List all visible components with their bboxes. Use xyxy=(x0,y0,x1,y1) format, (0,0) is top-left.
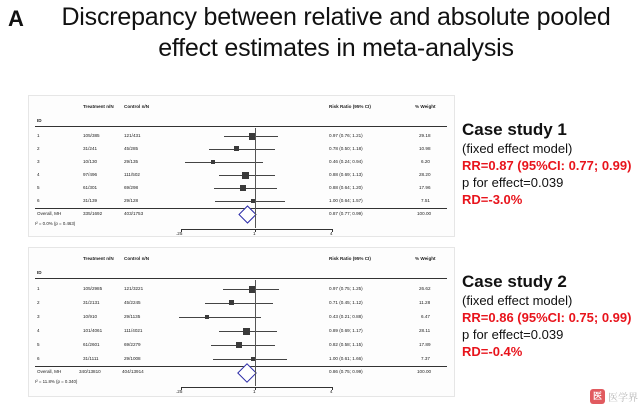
overall-rule xyxy=(35,366,447,367)
row-effect: 0.78 (0.50; 1.18) xyxy=(329,146,363,151)
row-treatment: 101/4061 xyxy=(83,328,103,333)
overall-label: Overall, MH xyxy=(37,369,62,374)
row-effect: 0.71 (0.45; 1.12) xyxy=(329,300,363,305)
overall-weight: 100.00 xyxy=(417,211,432,216)
row-id: 3 xyxy=(37,314,40,319)
row-effect: 0.82 (0.58; 1.15) xyxy=(329,342,363,347)
forest-plot-case-1 xyxy=(28,95,455,237)
case-1-p-value: p for effect=0.039 xyxy=(462,175,564,190)
row-weight: 6.47 xyxy=(421,314,430,319)
row-ci-line xyxy=(179,317,261,318)
header-rule xyxy=(35,278,447,279)
row-id: 6 xyxy=(37,356,40,361)
row-effect-marker xyxy=(205,315,209,319)
case-2-title: Case study 2 xyxy=(462,272,567,291)
row-treatment: 61/2601 xyxy=(83,342,100,347)
overall-control: 404/13914 xyxy=(122,369,144,374)
watermark xyxy=(590,389,638,404)
overall-effect: 0.86 (0.75; 0.99) xyxy=(329,369,363,374)
case-1-title: Case study 1 xyxy=(462,120,567,139)
row-control: 29/135 xyxy=(124,159,139,164)
heterogeneity-text: I² = 0.0% (p = 0.463) xyxy=(35,221,76,226)
row-control: 121/431 xyxy=(124,133,141,138)
overall-treatment: 335/1692 xyxy=(83,211,103,216)
row-effect: 0.46 (0.24; 0.94) xyxy=(329,159,363,164)
col-header-treatment: Treatment n/N xyxy=(83,104,114,109)
col-header-treatment: Treatment n/N xyxy=(83,256,114,261)
row-treatment: 105/2985 xyxy=(83,286,103,291)
row-effect: 1.00 (0.61; 1.66) xyxy=(329,356,363,361)
row-effect: 0.97 (0.75; 1.25) xyxy=(329,286,363,291)
row-treatment: 61/301 xyxy=(83,185,98,190)
row-weight: 26.62 xyxy=(419,286,431,291)
overall-control: 403/1753 xyxy=(124,211,144,216)
row-effect: 0.97 (0.76; 1.21) xyxy=(329,133,363,138)
col-header-weight: % Weight xyxy=(415,256,436,261)
row-id: 2 xyxy=(37,146,40,151)
row-effect-marker xyxy=(236,342,242,348)
row-control: 69/298 xyxy=(124,185,139,190)
row-ci-line xyxy=(185,162,263,163)
row-id: 2 xyxy=(37,300,40,305)
row-ci-line xyxy=(215,201,285,202)
row-effect-marker xyxy=(243,328,250,335)
row-weight: 7.51 xyxy=(421,198,430,203)
row-weight: 17.96 xyxy=(419,185,431,190)
page-title: Discrepancy between relative and absolute pooled effect estimates in meta-analysis xyxy=(61,3,611,62)
null-effect-line xyxy=(255,280,256,386)
row-ci-line xyxy=(211,345,275,346)
col-header-effect: Risk Ratio (95% CI) xyxy=(329,104,371,109)
row-effect: 0.88 (0.69; 1.13) xyxy=(329,172,363,177)
row-control: 121/3221 xyxy=(124,286,144,291)
x-tick-label: .25 xyxy=(176,231,183,236)
row-id: 4 xyxy=(37,328,40,333)
x-tick-label: 1 xyxy=(253,389,256,394)
row-weight: 29.18 xyxy=(419,133,431,138)
row-id: 4 xyxy=(37,172,40,177)
row-control: 111/502 xyxy=(124,172,140,177)
row-weight: 11.28 xyxy=(419,300,431,305)
row-ci-line xyxy=(209,149,275,150)
row-control: 29/128 xyxy=(124,198,139,203)
row-weight: 6.20 xyxy=(421,159,430,164)
case-2-model: (fixed effect model) xyxy=(462,293,573,308)
case-2-p-value: p for effect=0.039 xyxy=(462,327,564,342)
null-effect-line xyxy=(255,128,256,228)
x-tick-label: 1 xyxy=(253,231,256,236)
row-treatment: 105/385 xyxy=(83,133,100,138)
row-id: 6 xyxy=(37,198,40,203)
row-control: 45/2245 xyxy=(124,300,141,305)
row-id: 1 xyxy=(37,286,40,291)
col-header-control: Control n/N xyxy=(124,104,150,109)
row-weight: 10.98 xyxy=(419,146,431,151)
row-treatment: 31/139 xyxy=(83,198,98,203)
row-control: 111/4021 xyxy=(124,328,143,333)
row-effect: 1.00 (0.64; 1.57) xyxy=(329,198,363,203)
x-axis xyxy=(181,387,333,388)
heterogeneity-text: I² = 11.8% (p = 0.340) xyxy=(35,379,78,384)
case-1-risk-ratio: RR=0.87 (95%CI: 0.77; 0.99) xyxy=(462,158,632,173)
overall-rule xyxy=(35,208,447,209)
row-id: 1 xyxy=(37,133,40,138)
row-treatment: 10/130 xyxy=(83,159,98,164)
case-2-risk-difference: RD=-0.4% xyxy=(462,344,523,359)
row-ci-line xyxy=(205,303,273,304)
row-control: 29/1008 xyxy=(124,356,141,361)
case-1-risk-difference: RD=-3.0% xyxy=(462,192,523,207)
x-tick-label: .25 xyxy=(176,389,183,394)
row-effect-marker xyxy=(234,146,239,151)
row-ci-line xyxy=(213,359,287,360)
row-treatment: 97/496 xyxy=(83,172,98,177)
col-header-control: Control n/N xyxy=(124,256,150,261)
x-tick-label: 4 xyxy=(330,231,333,236)
row-control: 29/1135 xyxy=(124,314,141,319)
row-effect-marker xyxy=(211,160,215,164)
row-weight: 28.20 xyxy=(419,172,431,177)
row-effect: 0.89 (0.69; 1.17) xyxy=(329,328,363,333)
case-1-model: (fixed effect model) xyxy=(462,141,573,156)
row-treatment: 31/241 xyxy=(83,146,98,151)
case-2-risk-ratio: RR=0.86 (95%CI: 0.75; 0.99) xyxy=(462,310,632,325)
panel-letter: A xyxy=(8,6,24,31)
row-effect-marker xyxy=(240,185,246,191)
watermark-text: 医学界 xyxy=(608,393,638,404)
row-id: 5 xyxy=(37,185,40,190)
row-treatment: 31/2131 xyxy=(83,300,100,305)
row-effect-marker xyxy=(229,300,234,305)
row-id: 5 xyxy=(37,342,40,347)
overall-label: Overall, MH xyxy=(37,211,62,216)
row-treatment: 10/910 xyxy=(83,314,98,319)
row-effect: 0.88 (0.64; 1.20) xyxy=(329,185,363,190)
col-header-id: ID xyxy=(37,270,42,275)
forest-plot-case-2 xyxy=(28,247,455,397)
overall-effect: 0.87 (0.77; 0.99) xyxy=(329,211,363,216)
row-weight: 28.11 xyxy=(419,328,431,333)
col-header-weight: % Weight xyxy=(415,104,436,109)
x-tick-label: 4 xyxy=(330,389,333,394)
overall-weight: 100.00 xyxy=(417,369,432,374)
row-control: 69/2279 xyxy=(124,342,141,347)
col-header-id: ID xyxy=(37,118,42,123)
watermark-badge-icon: 医 xyxy=(590,389,605,404)
overall-treatment: 340/13810 xyxy=(79,369,101,374)
col-header-effect: Risk Ratio (95% CI) xyxy=(329,256,371,261)
x-axis xyxy=(181,229,333,230)
row-weight: 17.89 xyxy=(419,342,431,347)
case-study-1-annotation xyxy=(462,120,642,208)
row-effect-marker xyxy=(242,172,249,179)
row-control: 45/285 xyxy=(124,146,139,151)
case-study-2-annotation xyxy=(462,272,642,360)
row-weight: 7.37 xyxy=(421,356,430,361)
row-effect: 0.43 (0.21; 0.88) xyxy=(329,314,363,319)
header-rule xyxy=(35,126,447,127)
row-treatment: 31/1111 xyxy=(83,356,99,361)
row-id: 3 xyxy=(37,159,40,164)
